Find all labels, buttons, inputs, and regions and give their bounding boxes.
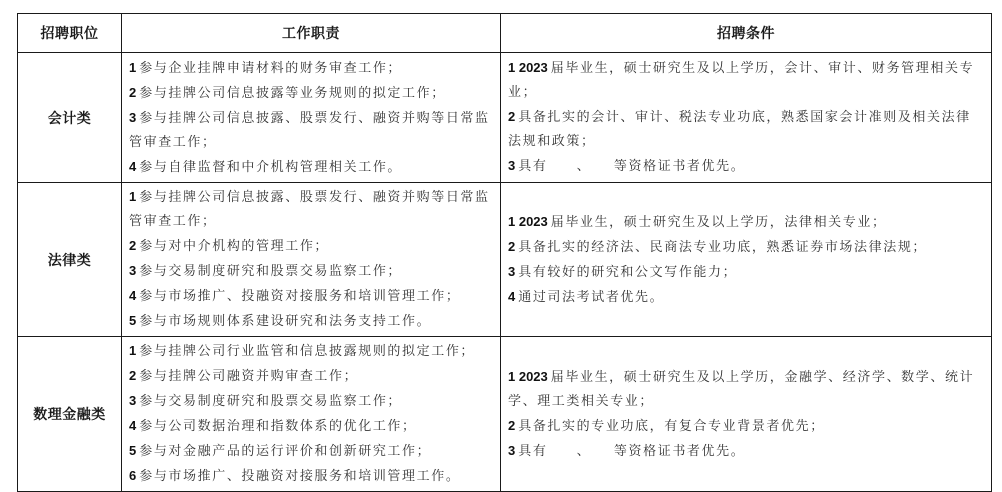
item-number: 3 — [129, 109, 137, 125]
duties-cell — [122, 53, 501, 183]
item-number: 2 — [508, 417, 516, 433]
item-text: 具备扎实的会计、审计、税法专业功底，熟悉国家会计准则及相关法律法规和政策； — [508, 110, 971, 149]
item-number: 1 2023 — [508, 368, 548, 384]
item-number: 5 — [129, 313, 137, 328]
item-text: 通过司法考试者优先。 — [518, 289, 665, 305]
item-text: 参与对金融产品的运行评价和创新研究工作； — [139, 444, 432, 459]
requirement-item — [508, 154, 983, 179]
requirement-item — [508, 56, 983, 105]
item-number: 2 — [508, 238, 516, 254]
header-duties: 工作职责 — [122, 14, 501, 53]
item-number: 4 — [129, 418, 137, 433]
item-text: 参与挂牌公司信息披露、股票发行、融资并购等日常监管审查工作； — [129, 110, 490, 150]
requirement-item — [508, 414, 983, 439]
item-text: 参与市场规则体系建设研究和法务支持工作。 — [139, 314, 432, 329]
item-text: 参与自律监督和中介机构管理相关工作。 — [139, 159, 403, 175]
item-number: 3 — [129, 263, 137, 278]
position-cell: 会计类 — [18, 53, 122, 183]
item-text: 参与对中介机构的管理工作； — [139, 239, 330, 254]
item-text: 参与挂牌公司融资并购审查工作； — [139, 369, 359, 384]
position-cell: 法律类 — [18, 183, 122, 337]
item-number: 1 — [129, 59, 137, 75]
item-text: 届毕业生，硕士研究生及以上学历，法律相关专业； — [550, 214, 887, 230]
duty-item — [129, 414, 492, 439]
duty-item — [129, 439, 492, 464]
item-text: 具有 、 等资格证书者优先。 — [518, 443, 746, 459]
item-number: 4 — [508, 288, 516, 304]
duty-item — [129, 81, 492, 106]
item-number: 2 — [508, 109, 516, 124]
item-text: 届毕业生，硕士研究生及以上学历，会计、审计、财务管理相关专业； — [508, 61, 975, 100]
item-text: 参与交易制度研究和股票交易监察工作； — [139, 264, 403, 279]
item-text: 参与交易制度研究和股票交易监察工作； — [139, 394, 403, 409]
table-header-row — [18, 14, 992, 53]
requirement-item — [508, 210, 983, 235]
requirement-item — [508, 105, 983, 154]
item-number: 3 — [129, 393, 137, 408]
item-number: 1 2023 — [508, 60, 548, 75]
requirement-item — [508, 235, 983, 260]
duties-cell — [122, 337, 501, 492]
item-text: 具备扎实的经济法、民商法专业功底，熟悉证券市场法律法规； — [518, 239, 928, 255]
duty-item — [129, 185, 492, 234]
item-text: 参与企业挂牌申请材料的财务审查工作； — [139, 60, 403, 76]
item-number: 1 — [129, 189, 137, 204]
duty-item — [129, 284, 492, 309]
position-cell: 数理金融类 — [18, 337, 122, 492]
item-text: 参与挂牌公司信息披露、股票发行、融资并购等日常监管审查工作； — [129, 190, 490, 229]
item-text: 具有较好的研究和公文写作能力； — [518, 264, 738, 280]
item-text: 届毕业生，硕士研究生及以上学历，金融学、经济学、数学、统计学、理工类相关专业； — [508, 369, 975, 409]
item-number: 5 — [129, 443, 137, 458]
duty-item — [129, 389, 492, 414]
table-row-accounting — [18, 53, 992, 183]
duty-item — [129, 106, 492, 155]
duty-item — [129, 364, 492, 389]
header-position: 招聘职位 — [18, 14, 122, 53]
item-number: 3 — [508, 158, 516, 173]
requirement-item — [508, 285, 983, 310]
duty-item — [129, 56, 492, 81]
item-number: 1 2023 — [508, 213, 548, 229]
item-number: 2 — [129, 238, 137, 253]
item-text: 具备扎实的专业功底，有复合专业背景者优先； — [518, 418, 825, 434]
item-number: 4 — [129, 158, 137, 174]
recruitment-table — [17, 13, 992, 492]
requirements-cell — [501, 183, 992, 337]
duty-item — [129, 259, 492, 284]
header-requirements: 招聘条件 — [501, 14, 992, 53]
table-row-legal — [18, 183, 992, 337]
item-text: 参与公司数据治理和指数体系的优化工作； — [139, 419, 417, 434]
item-number: 2 — [129, 84, 137, 100]
item-number: 3 — [508, 442, 516, 458]
item-text: 参与挂牌公司信息披露等业务规则的拟定工作； — [139, 85, 446, 101]
item-text: 参与市场推广、投融资对接服务和培训管理工作。 — [139, 469, 461, 484]
duty-item — [129, 464, 492, 489]
duty-item — [129, 155, 492, 180]
duty-item — [129, 339, 492, 364]
duty-item — [129, 309, 492, 334]
duty-item — [129, 234, 492, 259]
item-number: 3 — [508, 263, 516, 279]
item-text: 具有 、 等资格证书者优先。 — [518, 159, 746, 174]
item-number: 6 — [129, 468, 137, 483]
requirement-item — [508, 439, 983, 464]
duties-cell — [122, 183, 501, 337]
item-number: 1 — [129, 343, 137, 358]
item-number: 4 — [129, 288, 137, 303]
requirement-item — [508, 365, 983, 414]
requirements-cell — [501, 53, 992, 183]
item-number: 2 — [129, 368, 137, 383]
requirement-item — [508, 260, 983, 285]
item-text: 参与市场推广、投融资对接服务和培训管理工作； — [139, 289, 461, 304]
table-row-quant-finance — [18, 337, 992, 492]
item-text: 参与挂牌公司行业监管和信息披露规则的拟定工作； — [139, 344, 476, 359]
requirements-cell — [501, 337, 992, 492]
